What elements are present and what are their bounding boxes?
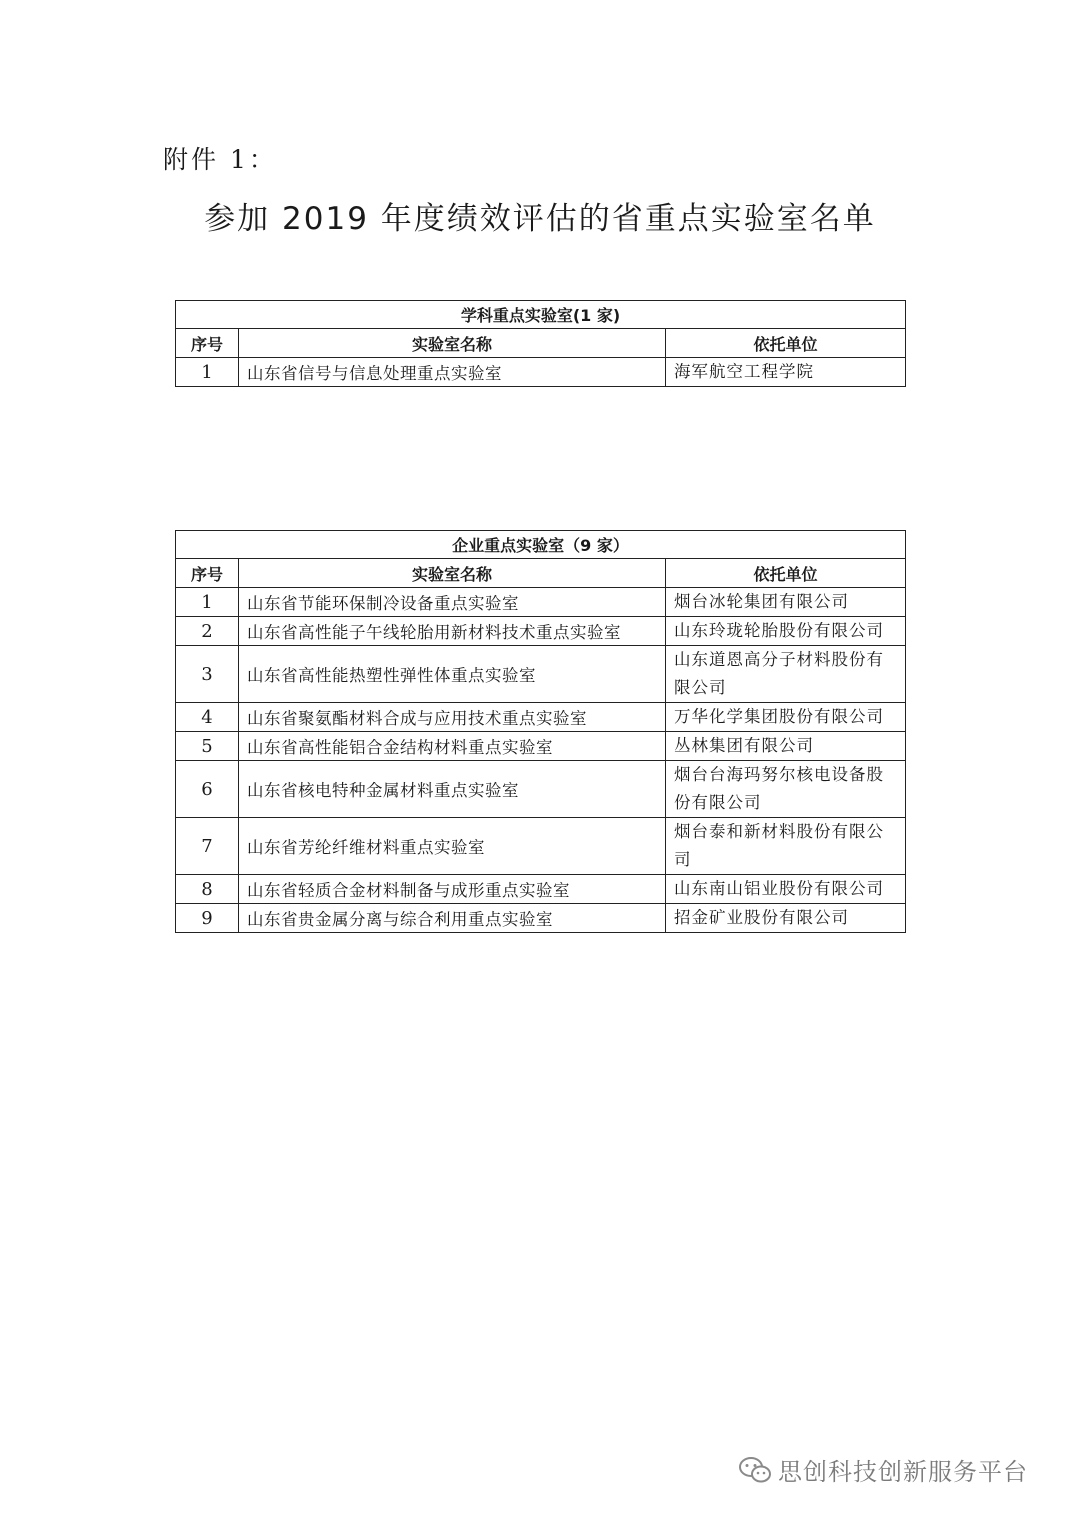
table-row	[176, 761, 906, 818]
table-row	[176, 732, 906, 761]
host-unit: 烟台台海玛努尔核电设备股份有限公司	[666, 761, 906, 818]
watermark	[738, 1452, 1028, 1487]
serial-number: 1	[176, 358, 239, 387]
watermark-text: 思创科技创新服务平台	[778, 1458, 1028, 1486]
host-unit: 烟台泰和新材料股份有限公司	[666, 818, 906, 875]
lab-name: 山东省轻质合金材料制备与成形重点实验室	[239, 875, 666, 904]
attachment-label: 附件 1：	[163, 145, 277, 174]
table-row	[176, 703, 906, 732]
table-row	[176, 588, 906, 617]
lab-name: 山东省聚氨酯材料合成与应用技术重点实验室	[239, 703, 666, 732]
lab-name: 山东省芳纶纤维材料重点实验室	[239, 818, 666, 875]
serial-number: 6	[176, 761, 239, 818]
header-serial-number: 序号	[176, 559, 239, 588]
table-row	[176, 646, 906, 703]
lab-name: 山东省核电特种金属材料重点实验室	[239, 761, 666, 818]
host-unit: 山东南山铝业股份有限公司	[666, 875, 906, 904]
lab-name: 山东省贵金属分离与综合利用重点实验室	[239, 904, 666, 933]
serial-number: 4	[176, 703, 239, 732]
serial-number: 3	[176, 646, 239, 703]
header-lab-name: 实验室名称	[239, 329, 666, 358]
discipline-lab-table	[175, 300, 906, 387]
host-unit: 万华化学集团股份有限公司	[666, 703, 906, 732]
host-unit: 丛林集团有限公司	[666, 732, 906, 761]
wechat-icon	[738, 1456, 772, 1484]
serial-number: 5	[176, 732, 239, 761]
table-row	[176, 617, 906, 646]
host-unit: 山东玲珑轮胎股份有限公司	[666, 617, 906, 646]
serial-number: 8	[176, 875, 239, 904]
host-unit: 山东道恩高分子材料股份有限公司	[666, 646, 906, 703]
header-host-unit: 依托单位	[666, 559, 906, 588]
serial-number: 2	[176, 617, 239, 646]
table-caption: 企业重点实验室（9 家）	[176, 531, 906, 559]
table-caption: 学科重点实验室(1 家)	[176, 301, 906, 329]
lab-name: 山东省高性能铝合金结构材料重点实验室	[239, 732, 666, 761]
lab-name: 山东省信号与信息处理重点实验室	[239, 358, 666, 387]
host-unit: 烟台冰轮集团有限公司	[666, 588, 906, 617]
header-host-unit: 依托单位	[666, 329, 906, 358]
lab-name: 山东省高性能热塑性弹性体重点实验室	[239, 646, 666, 703]
serial-number: 9	[176, 904, 239, 933]
serial-number: 1	[176, 588, 239, 617]
serial-number: 7	[176, 818, 239, 875]
host-unit: 招金矿业股份有限公司	[666, 904, 906, 933]
table-row	[176, 875, 906, 904]
header-serial-number: 序号	[176, 329, 239, 358]
lab-name: 山东省高性能子午线轮胎用新材料技术重点实验室	[239, 617, 666, 646]
lab-name: 山东省节能环保制冷设备重点实验室	[239, 588, 666, 617]
host-unit: 海军航空工程学院	[666, 358, 906, 387]
table-row	[176, 818, 906, 875]
table-row	[176, 904, 906, 933]
enterprise-lab-table	[175, 530, 906, 933]
document-title: 参加 2019 年度绩效评估的省重点实验室名单	[204, 201, 876, 237]
table-row	[176, 358, 906, 387]
header-lab-name: 实验室名称	[239, 559, 666, 588]
